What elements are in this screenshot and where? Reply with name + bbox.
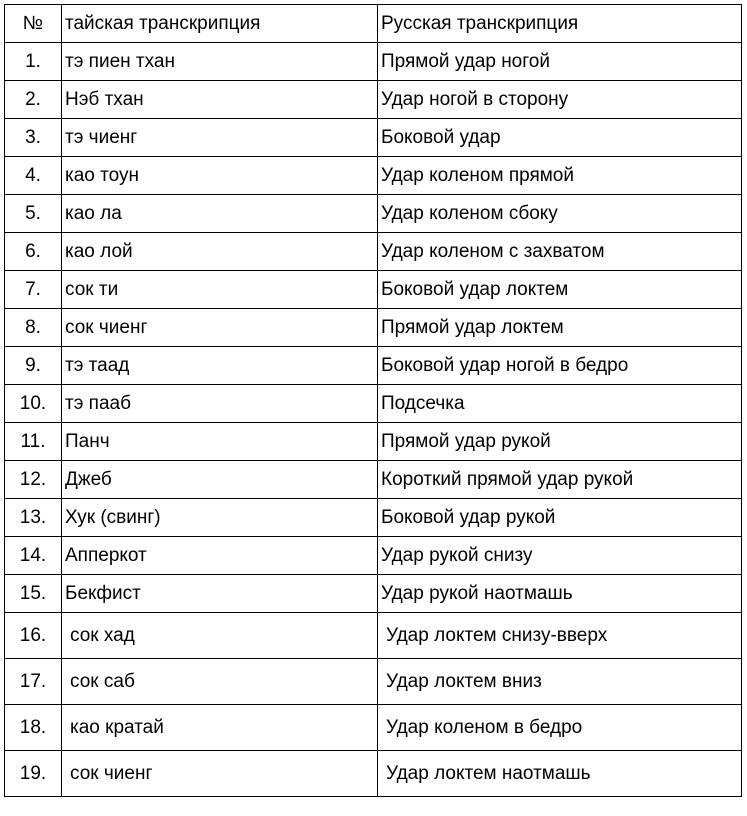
row-rus: Удар рукой наотмашь <box>378 575 742 613</box>
table-row <box>5 423 742 461</box>
row-rus: Прямой удар ногой <box>378 43 742 81</box>
header-row <box>5 5 742 43</box>
table-row <box>5 119 742 157</box>
table-row <box>5 461 742 499</box>
table-row <box>5 81 742 119</box>
table-row <box>5 751 742 797</box>
row-rus: Боковой удар локтем <box>378 271 742 309</box>
row-num: 3. <box>5 119 62 157</box>
row-rus: Прямой удар рукой <box>378 423 742 461</box>
row-num: 14. <box>5 537 62 575</box>
row-rus: Удар локтем наотмашь <box>378 751 742 797</box>
row-rus: Боковой удар рукой <box>378 499 742 537</box>
row-thai: као лой <box>62 233 378 271</box>
row-thai: Бекфист <box>62 575 378 613</box>
row-thai: тэ пааб <box>62 385 378 423</box>
table-row <box>5 613 742 659</box>
row-thai: сок чиенг <box>62 751 378 797</box>
header-num: № <box>5 5 62 43</box>
row-num: 12. <box>5 461 62 499</box>
row-num: 8. <box>5 309 62 347</box>
row-num: 19. <box>5 751 62 797</box>
row-num: 16. <box>5 613 62 659</box>
row-thai: сок саб <box>62 659 378 705</box>
row-thai: Нэб тхан <box>62 81 378 119</box>
row-thai: Джеб <box>62 461 378 499</box>
row-rus: Прямой удар локтем <box>378 309 742 347</box>
row-rus: Боковой удар ногой в бедро <box>378 347 742 385</box>
row-thai: као ла <box>62 195 378 233</box>
row-thai: као кратай <box>62 705 378 751</box>
header-rus: Русская транскрипция <box>378 5 742 43</box>
table-row <box>5 385 742 423</box>
row-num: 1. <box>5 43 62 81</box>
row-rus: Удар локтем вниз <box>378 659 742 705</box>
row-num: 5. <box>5 195 62 233</box>
table-row <box>5 537 742 575</box>
row-thai: сок ти <box>62 271 378 309</box>
header-thai: тайская транскрипция <box>62 5 378 43</box>
row-rus: Удар коленом сбоку <box>378 195 742 233</box>
row-rus: Удар рукой снизу <box>378 537 742 575</box>
row-rus: Удар локтем снизу-вверх <box>378 613 742 659</box>
row-num: 17. <box>5 659 62 705</box>
table-row <box>5 659 742 705</box>
row-thai: Апперкот <box>62 537 378 575</box>
row-num: 13. <box>5 499 62 537</box>
table-row <box>5 271 742 309</box>
row-num: 6. <box>5 233 62 271</box>
table-row <box>5 575 742 613</box>
table-row <box>5 233 742 271</box>
row-num: 2. <box>5 81 62 119</box>
table-row <box>5 347 742 385</box>
row-num: 7. <box>5 271 62 309</box>
row-rus: Удар коленом с захватом <box>378 233 742 271</box>
row-thai: Панч <box>62 423 378 461</box>
table-row <box>5 499 742 537</box>
row-rus: Удар коленом в бедро <box>378 705 742 751</box>
row-num: 18. <box>5 705 62 751</box>
row-thai: сок чиенг <box>62 309 378 347</box>
table-row <box>5 157 742 195</box>
table-row <box>5 43 742 81</box>
row-rus: Удар коленом прямой <box>378 157 742 195</box>
row-num: 15. <box>5 575 62 613</box>
row-num: 4. <box>5 157 62 195</box>
table-row <box>5 195 742 233</box>
row-thai: тэ таад <box>62 347 378 385</box>
row-num: 11. <box>5 423 62 461</box>
row-thai: Хук (свинг) <box>62 499 378 537</box>
table-row <box>5 309 742 347</box>
row-rus: Короткий прямой удар рукой <box>378 461 742 499</box>
row-thai: тэ пиен тхан <box>62 43 378 81</box>
transcription-table <box>4 4 742 797</box>
row-rus: Удар ногой в сторону <box>378 81 742 119</box>
row-thai: сок хад <box>62 613 378 659</box>
row-num: 10. <box>5 385 62 423</box>
row-rus: Боковой удар <box>378 119 742 157</box>
row-rus: Подсечка <box>378 385 742 423</box>
table-row <box>5 705 742 751</box>
row-thai: тэ чиенг <box>62 119 378 157</box>
row-thai: као тоун <box>62 157 378 195</box>
row-num: 9. <box>5 347 62 385</box>
